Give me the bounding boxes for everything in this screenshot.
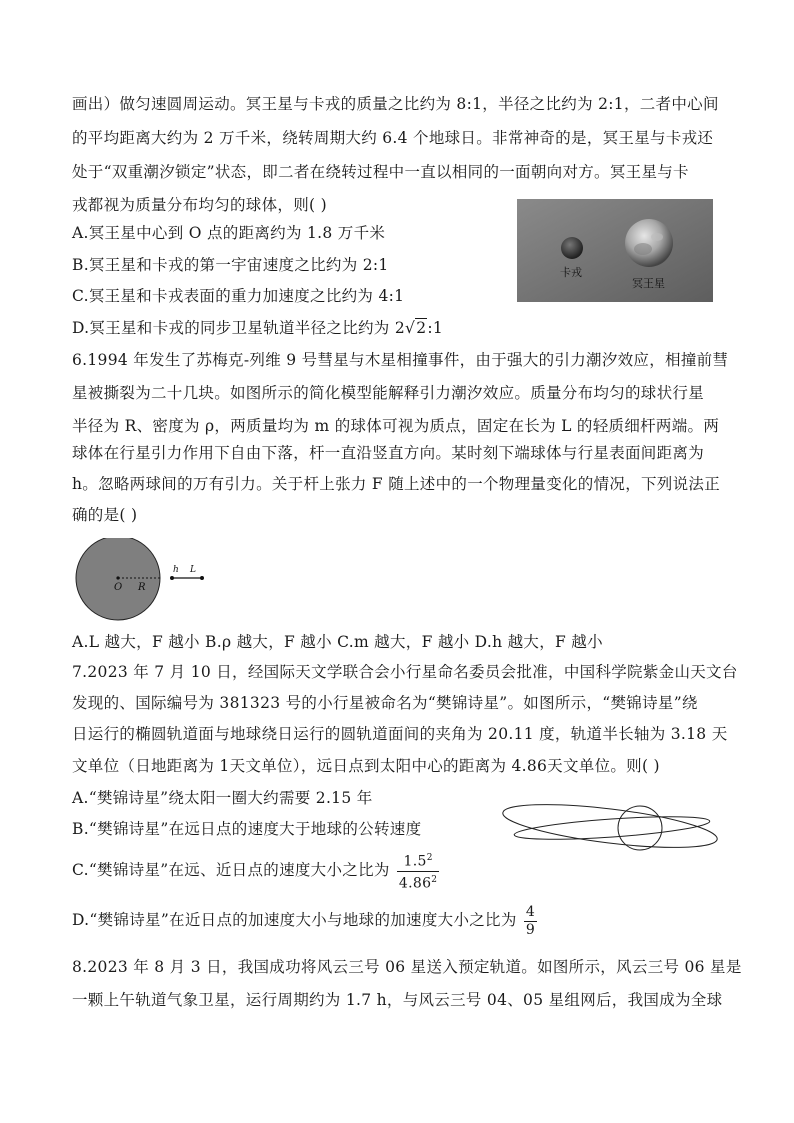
q6-stem-line-1: 6.1994 年发生了苏梅克-列维 9 号彗星与木星相撞事件，由于强大的引力潮汐效应，相撞前彗 bbox=[72, 351, 729, 369]
q8-stem-line-1: 8.2023 年 8 月 3 日，我国成功将风云三号 06 星送入预定轨道。如图所示，风云三号 06 星是 bbox=[72, 958, 742, 976]
lower-ball bbox=[170, 576, 174, 580]
q5-option-d-text: D.冥王星和卡戎的同步卫星轨道半径之比约为 2 bbox=[72, 319, 405, 337]
pluto-sphere bbox=[625, 219, 673, 267]
orbit-diagram bbox=[500, 788, 722, 868]
q7-option-d-text: D.“樊锦诗星”在近日点的加速度大小与地球的加速度大小之比为 bbox=[72, 911, 517, 929]
q7-option-c-text: C.“樊锦诗星”在远、近日点的速度大小之比为 bbox=[72, 861, 390, 880]
q7-stem-line-4: 文单位（日地距离为 1天文单位），远日点到太阳中心的距离为 4.86天文单位。则( ) bbox=[72, 757, 660, 775]
q7-option-c-fraction bbox=[397, 850, 439, 892]
q7-stem-line-2: 发现的、国际编号为 381323 号的小行星被命名为“樊锦诗星”。如图所示，“樊锦诗星”绕 bbox=[72, 694, 698, 712]
q6-stem-line-5: h。忽略两球间的万有引力。关于杆上张力 F 随上述中的一个物理量变化的情况，下列说法正 bbox=[72, 475, 720, 493]
q8-stem-line-2: 一颗上午轨道气象卫星，运行周期约为 1.7 h，与风云三号 04、05 星组网后，我国成为全球 bbox=[72, 991, 723, 1009]
q6-stem-line-2: 星被撕裂为二十几块。如图所示的简化模型能解释引力潮汐效应。质量分布均匀的球状行星 bbox=[72, 384, 705, 402]
q7-option-d bbox=[72, 902, 539, 939]
earth-circular-orbit bbox=[514, 812, 711, 844]
q5-stem-line-3: 处于“双重潮汐锁定”状态，即二者在绕转过程中一直以相同的一面朝向对方。冥王星与卡 bbox=[72, 163, 689, 181]
tidal-model-figure bbox=[72, 538, 222, 632]
sqrt-radicand: 2 bbox=[416, 319, 427, 337]
fraction-numerator: 1.5 bbox=[403, 853, 427, 870]
charon-label: 卡戎 bbox=[560, 266, 582, 279]
fraction-denominator: 9 bbox=[525, 921, 536, 938]
denominator-exponent: 2 bbox=[431, 874, 438, 885]
fraction-numerator: 4 bbox=[525, 903, 536, 920]
q5-option-d-ratio: :1 bbox=[427, 319, 444, 337]
pluto-label: 冥王星 bbox=[632, 277, 665, 290]
center-point bbox=[116, 576, 119, 579]
asteroid-elliptical-orbit bbox=[501, 796, 720, 856]
q6-stem-line-3: 半径为 R、密度为 ρ，两质量均为 m 的球体可视为质点，固定在长为 L 的轻质细杆两端。两 bbox=[72, 417, 720, 435]
q7-option-c bbox=[72, 850, 441, 892]
q5-option-b: B.冥王星和卡戎的第一宇宙速度之比约为 2:1 bbox=[72, 256, 389, 274]
q5-stem-line-2: 的平均距离大约为 2 万千米，绕转周期大约 6.4 个地球日。非常神奇的是，冥王星与卡戎还 bbox=[72, 129, 714, 147]
label-r: R bbox=[138, 582, 146, 593]
numerator-exponent: 2 bbox=[426, 853, 433, 863]
label-l: L bbox=[190, 565, 196, 575]
q7-stem-line-1: 7.2023 年 7 月 10 日，经国际天文学联合会小行星命名委员会批准，中国科学院紫金山天文台 bbox=[72, 663, 738, 681]
q5-option-d bbox=[72, 318, 443, 338]
q5-option-a: A.冥王星中心到 O 点的距离约为 1.8 万千米 bbox=[72, 224, 386, 242]
q6-stem-line-4: 球体在行星引力作用下自由下落，杆一直沿竖直方向。某时刻下端球体与行星表面间距离为 bbox=[72, 444, 705, 462]
q5-stem-line-4: 戎都视为质量分布均匀的球体，则( ) bbox=[72, 196, 327, 214]
q7-option-b: B.“樊锦诗星”在远日点的速度大于地球的公转速度 bbox=[72, 820, 422, 838]
sqrt-symbol: √2 bbox=[405, 319, 427, 337]
q6-options: A.L 越大，F 越小 B.ρ 越大，F 越小 C.m 越大，F 越小 D.h 越大，F 越小 bbox=[72, 633, 603, 651]
q7-option-d-fraction bbox=[524, 904, 537, 939]
pluto-charon-illustration bbox=[517, 199, 713, 302]
q5-stem-line-1: 画出）做匀速圆周运动。冥王星与卡戎的质量之比约为 8:1，半径之比约为 2:1，二者中心间 bbox=[72, 95, 719, 113]
q7-option-a: A.“樊锦诗星”绕太阳一圈大约需要 2.15 年 bbox=[72, 789, 373, 807]
charon-sphere bbox=[561, 237, 583, 259]
label-h: h bbox=[173, 565, 179, 575]
q6-stem-line-6: 确的是( ) bbox=[72, 506, 138, 524]
upper-ball bbox=[200, 576, 204, 580]
label-o: O bbox=[114, 582, 123, 593]
q5-option-c: C.冥王星和卡戎表面的重力加速度之比约为 4:1 bbox=[72, 287, 405, 305]
pluto-charon-photo bbox=[517, 199, 713, 302]
fraction-denominator: 4.86 bbox=[398, 875, 432, 892]
q7-stem-line-3: 日运行的椭圆轨道面与地球绕日运行的圆轨道面间的夹角为 20.11 度，轨道半长轴为 3.18 天 bbox=[72, 725, 728, 743]
